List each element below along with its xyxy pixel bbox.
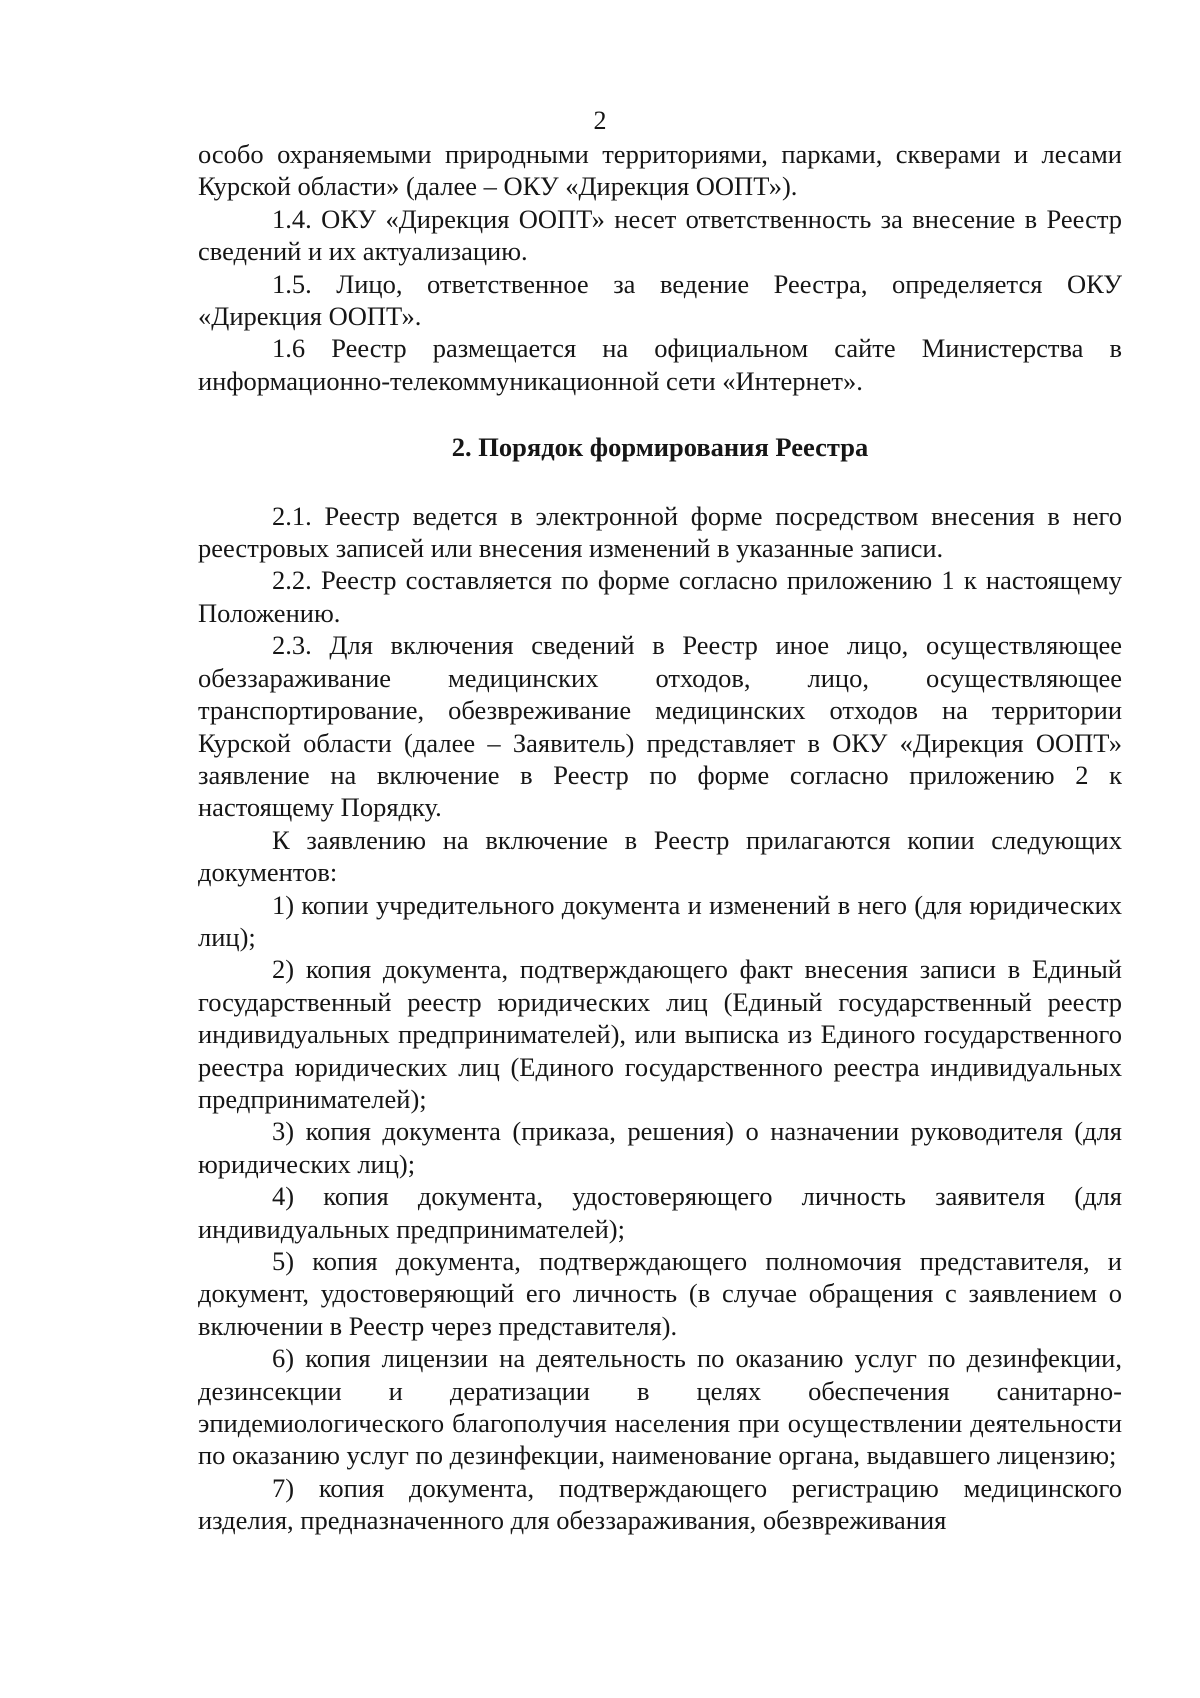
list-item-3: 3) копия документа (приказа, решения) о назначении руководителя (для юридических лиц); (198, 1116, 1122, 1179)
paragraph-1-5: 1.5. Лицо, ответственное за ведение Реестра, определяется ОКУ «Дирекция ООПТ». (198, 268, 1122, 332)
paragraph-documents-intro: К заявлению на включение в Реестр прилагаются копии следующих документов: (198, 824, 1122, 888)
paragraph-2-3: 2.3. Для включения сведений в Реестр иное лицо, осуществляющее обеззараживание медицинских отходов, лицо, осуществляющее транспортирование, обезвреживание медицинских отходов на территории Курской области (далее – Заявитель) представляет в ОКУ «Дирекция ООПТ» заявление на включение в Реестр по форме согласно приложению 2 к настоящему Порядку. (198, 630, 1122, 823)
list-item-7: 7) копия документа, подтверждающего регистрацию медицинского изделия, предназначенного для обеззараживания, обезвреживания (198, 1472, 1122, 1536)
paragraph-2-2: 2.2. Реестр составляется по форме согласно приложению 1 к настоящему Положению. (198, 565, 1122, 628)
paragraph-1-4: 1.4. ОКУ «Дирекция ООПТ» несет ответственность за внесение в Реестр сведений и их актуализацию. (198, 203, 1122, 267)
list-item-5: 5) копия документа, подтверждающего полномочия представителя, и документ, удостоверяющий его личность (в случае обращения с заявлением о включении в Реестр через представителя). (198, 1246, 1122, 1341)
list-item-4: 4) копия документа, удостоверяющего личность заявителя (для индивидуальных предпринимателей); (198, 1181, 1122, 1244)
section-heading: 2. Порядок формирования Реестра (451, 432, 869, 463)
document-body (198, 138, 1122, 1537)
list-item-1: 1) копии учредительного документа и изменений в него (для юридических лиц); (198, 889, 1122, 952)
paragraph-1-6: 1.6 Реестр размещается на официальном сайте Министерства в информационно-телекоммуникационной сети «Интернет». (198, 333, 1122, 396)
paragraph-continuation: особо охраняемыми природными территориями, парками, скверами и лесами Курской области» (далее – ОКУ «Дирекция ООПТ»). (198, 139, 1122, 202)
list-item-6: 6) копия лицензии на деятельность по оказанию услуг по дезинфекции, дезинсекции и дератизации в целях обеспечения санитарно-эпидемиологического благополучия населения при осуществлении деятельности по оказанию услуг по дезинфекции, наименование органа, выдавшего лицензию; (198, 1343, 1122, 1471)
list-item-2: 2) копия документа, подтверждающего факт внесения записи в Единый государственный реестр юридических лиц (Единый государственный реестр индивидуальных предпринимателей), или выписка из Единого государственного реестра юридических лиц (Единого государственного реестра индивидуальных предпринимателей); (198, 954, 1122, 1114)
page-number: 2 (593, 106, 607, 135)
paragraph-2-1: 2.1. Реестр ведется в электронной форме посредством внесения в него реестровых записей или внесения изменений в указанные записи. (198, 500, 1122, 564)
